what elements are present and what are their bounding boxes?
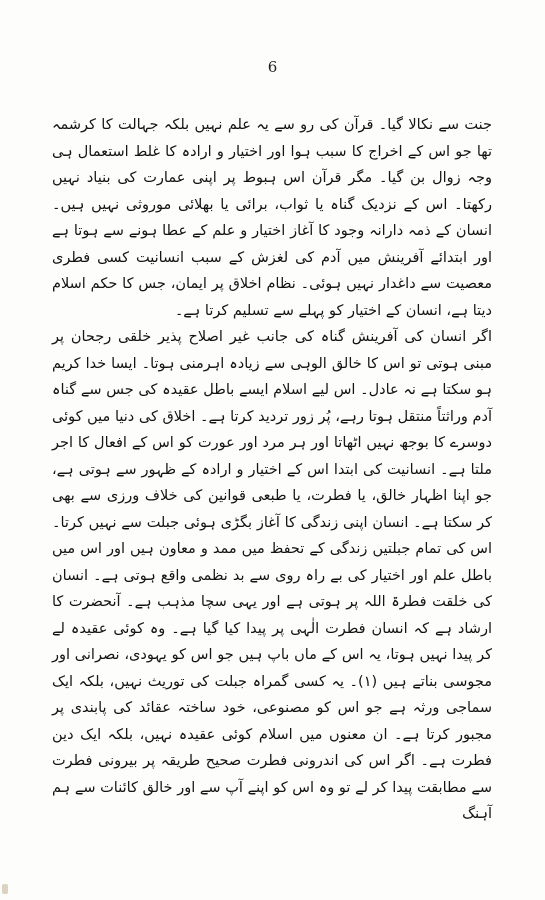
page-number: 6: [267, 58, 278, 76]
scan-artifact: [2, 884, 8, 894]
body-text: [52, 112, 492, 828]
paragraph-1: جنت سے نکالا گیا۔ قرآن کی رو سے یہ علم نہیں بلکہ جہالت کا کرشمہ تھا جو اس کے اخراج کا سبب ہوا اور اختیار و ارادہ کا غلط استعمال ہی وجہ زوال بن گیا۔ مگر قرآن اس ہبوط پر اپنی عمارت کی بنیاد نہیں رکھتا۔ اس کے نزدیک گناہ یا ثواب، برائی یا بھلائی موروثی نہیں ہیں۔ انسان کے ذمہ دارانہ وجود کا آغاز اختیار و علم کے عطا ہونے سے ہوتا ہے اور ابتدائے آفرینش میں آدم کی لغزش کے سبب انسانیت کسی فطری معصیت سے داغدار نہیں ہوئی۔ نظام اخلاق پر ایمان، جس کا حکم اسلام دیتا ہے، انسان کے اختیار کو پہلے سے تسلیم کرتا ہے۔: [52, 117, 492, 319]
paragraph-2: اگر انسان کی آفرینش گناہ کی جانب غیر اصلاح پذیر خلقی رجحان پر مبنی ہوتی تو اس کا خالق الوہی سے زیادہ اہرمنی ہوتا۔ ایسا خدا کریم ہو سکتا ہے نہ عادل۔ اس لیے اسلام ایسے باطل عقیدہ کی جس سے گناہ آدم وراثتاً منتقل ہوتا رہے، پُر زور تردید کرتا ہے۔ اخلاق کی دنیا میں کوئی دوسرے کا بوجھ نہیں اٹھاتا اور ہر مرد اور عورت کو اس کے افعال کا اجر ملتا ہے۔ انسانیت کی ابتدا اس کے اختیار و ارادہ کے ظہور سے ہوتی ہے، جو اپنا اظہار خالق، یا فطرت، یا طبعی قوانین کی خلاف ورزی سے بھی کر سکتا ہے۔ انسان اپنی زندگی کا آغاز بگڑی ہوئی جبلت سے نہیں کرتا۔ اس کی تمام جبلتیں زندگی کے تحفظ میں ممد و معاون ہیں اور اس میں باطل علم اور اختیار کی بے راہ روی سے بد نظمی واقع ہوتی ہے۔ انسان کی خلقت فطرۃ اللہ پر ہوتی ہے اور یہی سچا مذہب ہے۔ آنحضرت کا ارشاد ہے کہ انسان فطرت الٰہی پر پیدا کیا گیا ہے۔ وہ کوئی عقیدہ لے کر پیدا نہیں ہوتا، یہ اس کے ماں باپ ہیں جو اس کو یہودی، نصرانی اور مجوسی بناتے ہیں (۱)۔ یہ کسی گمراہ جبلت کی توریث نہیں، بلکہ ایک سماجی ورثہ ہے جو اس کو مصنوعی، خود ساختہ عقائد کی پابندی پر مجبور کرتا ہے۔ ان معنوں میں اسلام کوئی عقیدہ نہیں، بلکہ ایک دین فطرت ہے۔ اگر اس کی اندرونی فطرت صحیح طریقہ پر بیرونی فطرت سے مطابقت پیدا کر لے تو وہ اس کو اپنے آپ سے اور خالق کائنات سے ہم آہنگ: [52, 329, 493, 822]
